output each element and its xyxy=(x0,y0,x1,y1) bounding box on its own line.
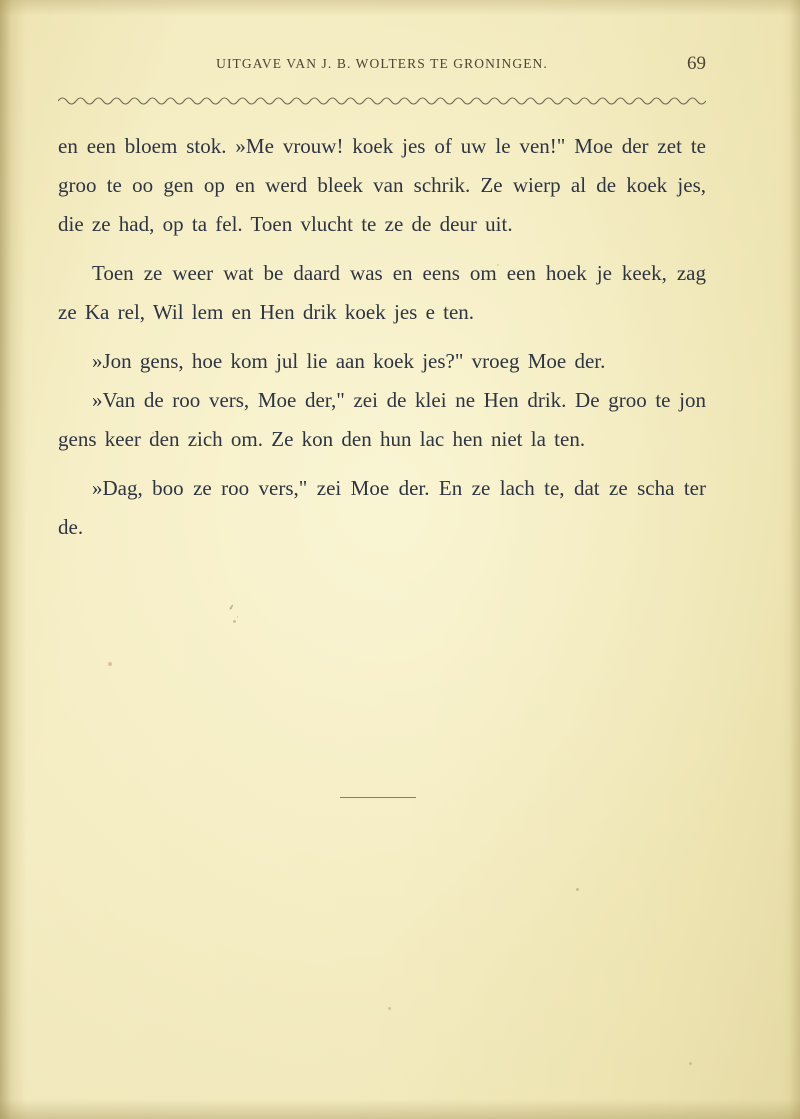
page-number: 69 xyxy=(687,53,706,74)
running-head-title: UITGAVE VAN J. B. WOLTERS TE GRONINGEN. xyxy=(216,56,548,71)
paper-speck xyxy=(689,1062,692,1065)
right-edge-shadow xyxy=(782,0,800,1119)
stray-ink-mark: ˙ xyxy=(236,615,239,625)
body-text xyxy=(58,127,706,547)
wavy-divider-rule xyxy=(58,94,706,106)
paper-speck xyxy=(576,888,579,891)
bottom-edge-shadow xyxy=(0,1099,800,1119)
paper-speck xyxy=(108,662,112,666)
paragraph: Toen ze weer wat be daard was en eens om een hoek je keek, zag ze Ka rel, Wil lem en Hen drik koek jes e ten. xyxy=(58,261,706,324)
top-edge-shadow xyxy=(0,0,800,16)
page-content xyxy=(58,53,706,547)
paragraph: »Jon gens, hoe kom jul lie aan koek jes?" vroeg Moe der. xyxy=(92,349,606,373)
paragraph: »Van de roo vers, Moe der," zei de klei ne Hen drik. De groo te jon gens keer den zich om. Ze kon den hun lac hen niet la ten. xyxy=(58,388,706,451)
paragraph: »Dag, boo ze roo vers," zei Moe der. En ze lach te, dat ze scha ter de. xyxy=(58,476,706,539)
section-divider-rule xyxy=(340,797,416,798)
paper-speck xyxy=(388,1007,391,1010)
stray-ink-mark: ⸙ xyxy=(228,602,235,612)
paragraph: en een bloem stok. »Me vrouw! koek jes of uw le ven!" Moe der zet te groo te oo gen op en werd bleek van schrik. Ze wierp al de koek jes, die ze had, op ta fel. Toen vlucht te ze de deur uit. xyxy=(58,134,706,236)
left-binding-shadow xyxy=(0,0,26,1119)
paper-speck xyxy=(233,620,236,623)
running-head xyxy=(58,53,706,82)
